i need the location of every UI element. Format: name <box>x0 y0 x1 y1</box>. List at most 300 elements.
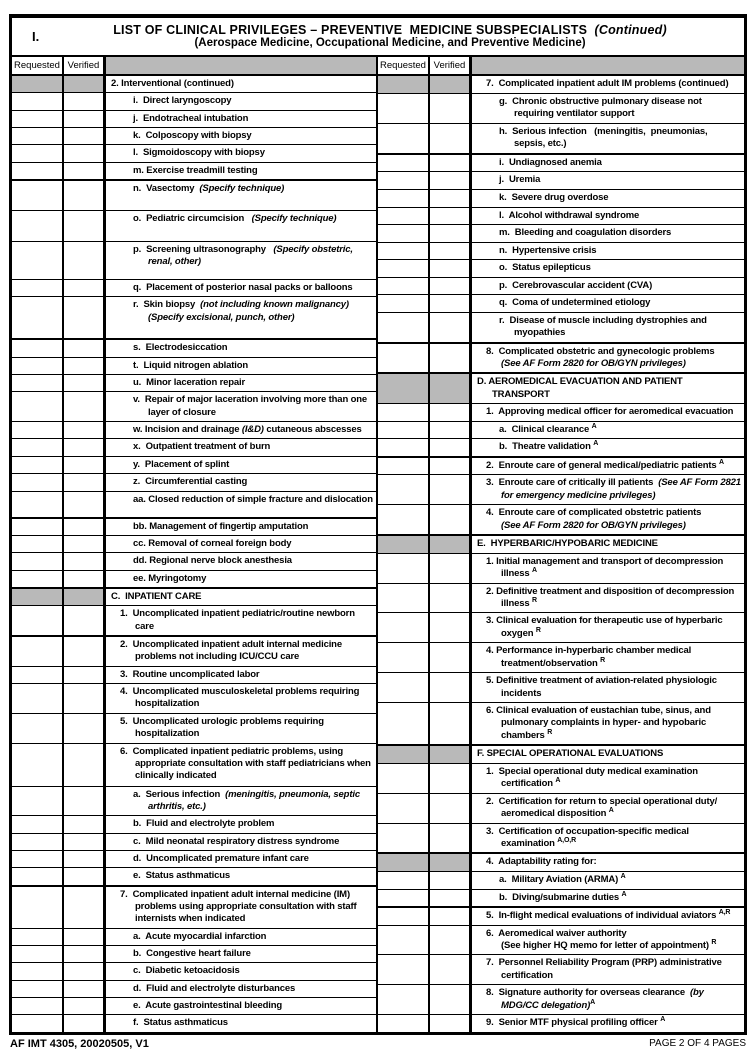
verified-checkbox-cell[interactable] <box>430 926 472 955</box>
verified-checkbox-cell[interactable] <box>430 208 472 225</box>
verified-checkbox-cell[interactable] <box>64 422 106 438</box>
privilege-text-segment: 3. Enroute care of critically ill patients <box>486 477 659 489</box>
privilege-row <box>12 438 376 455</box>
verified-checkbox-cell[interactable] <box>430 313 472 342</box>
requested-checkbox-cell[interactable] <box>378 155 430 172</box>
verified-checkbox-cell[interactable] <box>430 613 472 642</box>
privilege-row <box>12 456 376 473</box>
requested-checkbox-cell[interactable] <box>12 887 64 928</box>
privilege-qualifier-sup: A <box>621 890 627 898</box>
privilege-text-segment: a. Serious infection <box>133 788 226 800</box>
requested-checkbox-cell[interactable] <box>12 606 64 635</box>
privilege-text-segment: d. Fluid and electrolyte disturbances <box>133 982 296 994</box>
verified-checkbox-cell[interactable] <box>64 684 106 713</box>
requested-checkbox-cell[interactable] <box>12 816 64 832</box>
privilege-row <box>12 635 376 666</box>
section-header-row <box>378 372 744 403</box>
privilege-text <box>106 181 376 210</box>
verified-checkbox-cell[interactable] <box>64 553 106 569</box>
privilege-text-segment: (meningitis, pneumonia, septic arthritis, etc.) <box>148 788 360 812</box>
verified-checkbox-cell[interactable] <box>430 344 472 373</box>
verified-checkbox-cell[interactable] <box>64 981 106 997</box>
requested-checkbox-cell[interactable] <box>12 111 64 127</box>
privilege-row <box>378 889 744 907</box>
privilege-text <box>472 190 744 207</box>
privilege-text <box>106 667 376 683</box>
privilege-row <box>12 421 376 438</box>
privilege-text-segment: (not including known malignancy) <box>200 299 349 311</box>
privilege-row <box>12 357 376 374</box>
verified-checkbox-cell[interactable] <box>64 851 106 867</box>
privilege-text <box>472 208 744 225</box>
privilege-row <box>378 474 744 504</box>
requested-checkbox-cell[interactable] <box>12 571 64 587</box>
privilege-text-segment: d. Uncomplicated premature infant care <box>133 853 309 864</box>
verified-checkbox-cell[interactable] <box>64 834 106 850</box>
privilege-row <box>378 153 744 172</box>
privilege-row <box>12 786 376 816</box>
requested-checkbox-cell[interactable] <box>12 145 64 161</box>
verified-checkbox-cell[interactable] <box>64 297 106 338</box>
verified-checkbox-cell <box>430 854 472 871</box>
verified-checkbox-cell[interactable] <box>430 824 472 853</box>
requested-checkbox-cell[interactable] <box>12 714 64 743</box>
requested-checkbox-cell[interactable] <box>12 744 64 786</box>
privilege-text <box>472 554 744 583</box>
privilege-text-segment: 4. Performance in-hyperbaric chamber medical treatment/observation <box>486 645 692 669</box>
privilege-row <box>12 338 376 356</box>
requested-checkbox-cell[interactable] <box>378 794 430 823</box>
privilege-row <box>12 279 376 296</box>
privilege-text <box>472 278 744 295</box>
privilege-text-segment: 5. Uncomplicated urologic problems requiring hospitalization <box>120 715 324 739</box>
verified-checkbox-cell[interactable] <box>430 94 472 123</box>
privilege-qualifier-sup: R <box>547 728 553 736</box>
privilege-text <box>106 606 376 635</box>
requested-checkbox-cell[interactable] <box>12 474 64 490</box>
verified-checkbox-cell[interactable] <box>64 358 106 374</box>
requested-checkbox-cell[interactable] <box>12 963 64 979</box>
requested-checkbox-cell[interactable] <box>378 225 430 242</box>
requested-checkbox-cell[interactable] <box>378 673 430 702</box>
privilege-row <box>378 93 744 123</box>
privilege-text-segment: h. Serious infection (meningitis, pneumonias, sepsis, etc.) <box>499 125 711 150</box>
privilege-text <box>106 929 376 945</box>
privilege-text <box>472 890 744 907</box>
privilege-text-segment: j. Endotracheal intubation <box>133 112 249 124</box>
requested-checkbox-cell[interactable] <box>378 458 430 475</box>
verified-checkbox-cell[interactable] <box>430 439 472 456</box>
requested-checkbox-cell[interactable] <box>12 93 64 109</box>
verified-checkbox-cell[interactable] <box>430 908 472 925</box>
privilege-text-segment: e. Acute gastrointestinal bleeding <box>133 1000 283 1012</box>
requested-checkbox-cell[interactable] <box>12 553 64 569</box>
requested-checkbox-cell[interactable] <box>378 94 430 123</box>
section-header-row <box>12 76 376 92</box>
requested-checkbox-cell[interactable] <box>12 340 64 356</box>
requested-checkbox-cell[interactable] <box>378 890 430 907</box>
privilege-qualifier-sup: R <box>711 938 717 946</box>
requested-checkbox-cell[interactable] <box>12 457 64 473</box>
requested-checkbox-cell[interactable] <box>12 981 64 997</box>
verified-checkbox-cell[interactable] <box>64 519 106 535</box>
section-title <box>472 854 744 871</box>
privilege-qualifier-sup: R <box>532 596 537 604</box>
verified-checkbox-cell[interactable] <box>64 242 106 279</box>
section-title <box>106 589 376 605</box>
privilege-text-segment: cc. Removal of corneal foreign body <box>133 537 292 549</box>
privilege-row <box>12 683 376 713</box>
verified-checkbox-cell[interactable] <box>64 946 106 962</box>
privilege-text-segment: p. Screening ultrasonography <box>133 244 274 256</box>
verified-checkbox-cell[interactable] <box>64 340 106 356</box>
privilege-text-segment: f. Status asthmaticus <box>133 1017 228 1029</box>
privilege-row <box>378 906 744 925</box>
requested-checkbox-cell[interactable] <box>378 584 430 613</box>
requested-checkbox-cell[interactable] <box>12 280 64 296</box>
verified-checkbox-cell[interactable] <box>430 985 472 1014</box>
form-title <box>76 23 744 49</box>
privilege-text-segment: D. AEROMEDICAL EVACUATION AND PATIENT TRANSPORT <box>477 376 683 400</box>
privilege-row <box>12 867 376 884</box>
verified-checkbox-cell[interactable] <box>64 571 106 587</box>
verified-checkbox-cell <box>64 589 106 605</box>
verified-checkbox-cell[interactable] <box>430 505 472 534</box>
privilege-text-segment: (by MDG/CC delegation) <box>501 987 704 1011</box>
privilege-row <box>378 342 744 373</box>
privilege-text-segment: 1. Initial management and transport of decompression illness <box>486 555 724 580</box>
privilege-row <box>12 391 376 421</box>
privilege-row <box>12 92 376 109</box>
verified-checkbox-cell[interactable] <box>430 243 472 260</box>
privilege-row <box>378 504 744 534</box>
privilege-row <box>378 553 744 583</box>
privilege-text-segment: (See higher HQ memo for letter of appointment) <box>501 939 712 951</box>
privilege-text <box>106 744 376 786</box>
requested-checkbox-cell[interactable] <box>378 190 430 207</box>
privilege-row <box>12 945 376 962</box>
verified-checkbox-cell[interactable] <box>64 492 106 517</box>
requested-checkbox-cell[interactable] <box>12 181 64 210</box>
requested-checkbox-cell[interactable] <box>12 536 64 552</box>
requested-checkbox-cell[interactable] <box>378 124 430 153</box>
verified-checkbox-cell[interactable] <box>430 124 472 153</box>
requested-checkbox-cell[interactable] <box>378 554 430 583</box>
clinical-privileges-form <box>9 14 747 1035</box>
privilege-text <box>472 703 744 744</box>
privilege-text-segment: 1. Approving medical officer for aeromedical evacuation <box>486 406 734 418</box>
verified-checkbox-cell[interactable] <box>430 404 472 421</box>
privilege-row <box>12 127 376 144</box>
privilege-qualifier-sup: R <box>600 656 606 664</box>
privilege-qualifier-sup: A <box>608 806 614 814</box>
verified-checkbox-cell[interactable] <box>64 211 106 241</box>
privilege-row <box>12 815 376 832</box>
requested-checkbox-cell[interactable] <box>12 375 64 391</box>
privilege-text-segment: (Specify technique) <box>199 183 285 195</box>
requested-checkbox-cell[interactable] <box>378 613 430 642</box>
requested-checkbox-cell[interactable] <box>378 985 430 1014</box>
requested-checkbox-cell[interactable] <box>378 439 430 456</box>
privilege-text <box>472 404 744 421</box>
requested-checkbox-cell[interactable] <box>378 278 430 295</box>
verified-column-label: Verified <box>64 57 106 74</box>
requested-checkbox-cell[interactable] <box>12 358 64 374</box>
privilege-row <box>12 605 376 635</box>
verified-checkbox-cell[interactable] <box>64 787 106 816</box>
privilege-text-segment: n. Vasectomy <box>133 183 200 195</box>
form-title-row <box>12 18 744 57</box>
requested-checkbox-cell[interactable] <box>12 519 64 535</box>
requested-checkbox-cell[interactable] <box>378 208 430 225</box>
section-title <box>472 374 744 403</box>
privilege-text-segment: cutaneous abscesses <box>263 424 362 436</box>
verified-checkbox-cell[interactable] <box>430 278 472 295</box>
requested-checkbox-cell[interactable] <box>378 313 430 342</box>
privilege-text-segment: a. Clinical clearance <box>499 423 592 435</box>
privilege-row <box>378 612 744 642</box>
privilege-row <box>378 823 744 853</box>
privilege-row <box>378 702 744 744</box>
verified-checkbox-cell[interactable] <box>430 225 472 242</box>
privilege-text <box>106 422 376 438</box>
requested-checkbox-cell[interactable] <box>12 211 64 241</box>
requested-checkbox-cell[interactable] <box>12 422 64 438</box>
verified-checkbox-cell[interactable] <box>430 260 472 277</box>
requested-checkbox-cell[interactable] <box>378 764 430 793</box>
verified-checkbox-cell[interactable] <box>430 643 472 672</box>
requested-checkbox-cell[interactable] <box>12 998 64 1014</box>
requested-checkbox-cell[interactable] <box>12 868 64 884</box>
requested-checkbox-cell[interactable] <box>378 243 430 260</box>
verified-checkbox-cell[interactable] <box>64 963 106 979</box>
privilege-row <box>12 535 376 552</box>
verified-checkbox-cell[interactable] <box>430 794 472 823</box>
requested-checkbox-cell[interactable] <box>378 295 430 312</box>
page-number: PAGE 2 OF 4 PAGES <box>649 1037 746 1049</box>
requested-checkbox-cell[interactable] <box>378 703 430 744</box>
privilege-text <box>106 474 376 490</box>
verified-checkbox-cell[interactable] <box>64 163 106 179</box>
requested-checkbox-cell[interactable] <box>12 929 64 945</box>
section-number: I. <box>32 28 40 44</box>
privilege-text <box>472 172 744 189</box>
requested-checkbox-cell[interactable] <box>378 505 430 534</box>
privilege-text-segment: 2. Certification for return to special operational duty/ aeromedical disposition <box>486 795 718 820</box>
requested-checkbox-cell[interactable] <box>12 851 64 867</box>
verified-checkbox-cell[interactable] <box>430 955 472 984</box>
requested-checkbox-cell[interactable] <box>12 492 64 517</box>
privilege-text <box>106 684 376 713</box>
requested-checkbox-cell[interactable] <box>12 242 64 279</box>
verified-checkbox-cell[interactable] <box>64 457 106 473</box>
verified-checkbox-cell[interactable] <box>64 606 106 635</box>
verified-checkbox-cell[interactable] <box>64 536 106 552</box>
requested-checkbox-cell[interactable] <box>378 926 430 955</box>
privilege-text <box>106 280 376 296</box>
requested-checkbox-cell[interactable] <box>12 946 64 962</box>
requested-checkbox-cell[interactable] <box>378 475 430 504</box>
verified-checkbox-cell[interactable] <box>64 887 106 928</box>
verified-checkbox-cell[interactable] <box>430 554 472 583</box>
privilege-row <box>378 259 744 277</box>
privilege-text <box>472 613 744 642</box>
privilege-text-segment: v. Repair of major laceration involving more than one layer of closure <box>133 394 368 418</box>
privilege-row <box>378 672 744 702</box>
privilege-text <box>106 145 376 161</box>
verified-checkbox-cell[interactable] <box>64 145 106 161</box>
verified-checkbox-cell[interactable] <box>64 667 106 683</box>
privilege-row <box>378 583 744 613</box>
verified-checkbox-cell[interactable] <box>64 181 106 210</box>
requested-checkbox-cell <box>378 854 430 871</box>
verified-checkbox-cell[interactable] <box>64 816 106 832</box>
verified-checkbox-cell[interactable] <box>64 392 106 421</box>
requested-checkbox-cell <box>378 746 430 763</box>
verified-checkbox-cell[interactable] <box>430 703 472 744</box>
privilege-row <box>12 517 376 535</box>
privilege-qualifier-sup: A <box>532 566 537 574</box>
verified-checkbox-cell[interactable] <box>64 714 106 743</box>
privilege-row <box>12 210 376 241</box>
privilege-qualifier-sup: A <box>719 458 724 466</box>
verified-checkbox-cell[interactable] <box>64 637 106 666</box>
privilege-text <box>472 794 744 823</box>
requested-checkbox-cell[interactable] <box>12 439 64 455</box>
verified-checkbox-cell[interactable] <box>64 280 106 296</box>
privilege-row <box>12 296 376 338</box>
form-id: AF IMT 4305, 20020505, V1 <box>10 1037 149 1050</box>
privilege-text <box>472 458 744 475</box>
privilege-row <box>12 980 376 997</box>
requested-checkbox-cell <box>12 76 64 92</box>
privilege-text-segment: ee. Myringotomy <box>133 572 207 584</box>
privilege-row <box>12 997 376 1014</box>
verified-checkbox-cell[interactable] <box>64 111 106 127</box>
verified-checkbox-cell[interactable] <box>64 128 106 144</box>
privilege-row <box>12 743 376 786</box>
verified-checkbox-cell <box>430 374 472 403</box>
privilege-text-segment: 1. Special operational duty medical examination certification <box>486 765 698 790</box>
privilege-text-segment: 2. Enroute care of general medical/pediatric patients <box>486 459 720 471</box>
requested-checkbox-cell[interactable] <box>12 684 64 713</box>
verified-checkbox-cell[interactable] <box>430 584 472 613</box>
requested-checkbox-cell[interactable] <box>12 128 64 144</box>
privilege-text <box>106 714 376 743</box>
privilege-row <box>378 171 744 189</box>
privilege-text-segment: w. Incision and drainage <box>133 424 242 436</box>
requested-checkbox-cell[interactable] <box>12 637 64 666</box>
privilege-text <box>106 128 376 144</box>
verified-checkbox-cell[interactable] <box>430 475 472 504</box>
requested-checkbox-cell[interactable] <box>12 163 64 179</box>
requested-checkbox-cell[interactable] <box>378 872 430 889</box>
privilege-text <box>106 553 376 569</box>
privilege-text <box>106 946 376 962</box>
verified-checkbox-cell[interactable] <box>64 868 106 884</box>
privilege-text-segment: 4. Uncomplicated musculoskeletal problems requiring hospitalization <box>120 685 360 710</box>
privilege-text-segment: p. Cerebrovascular accident (CVA) <box>499 279 653 291</box>
privilege-text <box>472 243 744 260</box>
privilege-text <box>106 242 376 279</box>
section-title <box>472 536 744 553</box>
privilege-text <box>472 155 744 172</box>
verified-checkbox-cell[interactable] <box>430 673 472 702</box>
privilege-text-segment: 1. Uncomplicated inpatient pediatric/routine newborn care <box>120 608 355 632</box>
verified-checkbox-cell[interactable] <box>64 93 106 109</box>
privilege-text <box>106 963 376 979</box>
privilege-row <box>12 962 376 979</box>
verified-checkbox-cell[interactable] <box>430 422 472 439</box>
verified-checkbox-cell[interactable] <box>430 890 472 907</box>
verified-checkbox-cell[interactable] <box>430 764 472 793</box>
requested-checkbox-cell[interactable] <box>378 1015 430 1032</box>
requested-checkbox-cell[interactable] <box>12 392 64 421</box>
privilege-row <box>12 713 376 743</box>
requested-checkbox-cell[interactable] <box>378 824 430 853</box>
verified-checkbox-cell[interactable] <box>430 872 472 889</box>
requested-checkbox-cell[interactable] <box>378 422 430 439</box>
title-main: LIST OF CLINICAL PRIVILEGES – PREVENTIVE MEDICINE SUBSPECIALISTS <box>113 23 595 37</box>
section-header-row <box>378 76 744 93</box>
verified-checkbox-cell[interactable] <box>430 1015 472 1032</box>
requested-checkbox-cell[interactable] <box>378 344 430 373</box>
verified-checkbox-cell[interactable] <box>430 295 472 312</box>
requested-checkbox-cell[interactable] <box>12 834 64 850</box>
privilege-text-segment: aa. Closed reduction of simple fracture and dislocation <box>133 493 373 505</box>
verified-checkbox-cell[interactable] <box>430 458 472 475</box>
requested-checkbox-cell[interactable] <box>12 787 64 816</box>
requested-checkbox-cell[interactable] <box>378 908 430 925</box>
requested-checkbox-cell[interactable] <box>378 172 430 189</box>
verified-checkbox-cell[interactable] <box>64 998 106 1014</box>
privilege-text-segment: (See AF Form 2820 for OB/GYN privileges) <box>501 519 686 531</box>
requested-checkbox-cell[interactable] <box>12 667 64 683</box>
verified-checkbox-cell[interactable] <box>64 439 106 455</box>
verified-checkbox-cell[interactable] <box>430 190 472 207</box>
privilege-text <box>106 163 376 179</box>
privilege-row <box>12 374 376 391</box>
privilege-row <box>378 763 744 793</box>
privilege-row <box>12 570 376 587</box>
verified-checkbox-cell[interactable] <box>64 474 106 490</box>
privilege-text-segment: bb. Management of fingertip amputation <box>133 520 309 532</box>
privilege-text-segment: x. Outpatient treatment of burn <box>133 441 271 453</box>
requested-checkbox-cell[interactable] <box>378 955 430 984</box>
privilege-row <box>378 312 744 342</box>
privileges-header-bar <box>472 57 744 74</box>
privilege-qualifier-sup: A <box>591 422 597 430</box>
requested-checkbox-cell[interactable] <box>378 404 430 421</box>
requested-checkbox-cell[interactable] <box>12 297 64 338</box>
requested-checkbox-cell[interactable] <box>378 260 430 277</box>
verified-checkbox-cell[interactable] <box>430 155 472 172</box>
privilege-row <box>378 242 744 260</box>
verified-checkbox-cell[interactable] <box>430 172 472 189</box>
privilege-text-segment: c. Diabetic ketoacidosis <box>133 965 240 977</box>
verified-checkbox-cell[interactable] <box>64 375 106 391</box>
verified-checkbox-cell <box>64 76 106 92</box>
privilege-row <box>12 1014 376 1031</box>
privilege-text-segment: 8. Signature authority for overseas clearance <box>486 987 690 999</box>
verified-checkbox-cell[interactable] <box>64 744 106 786</box>
verified-checkbox-cell[interactable] <box>64 929 106 945</box>
privilege-text-segment: a. Military Aviation (ARMA) <box>499 874 621 885</box>
privilege-text-segment: q. Coma of undetermined etiology <box>499 297 651 309</box>
requested-column-label: Requested <box>12 57 64 74</box>
requested-checkbox-cell[interactable] <box>378 643 430 672</box>
verified-checkbox-cell <box>430 746 472 763</box>
